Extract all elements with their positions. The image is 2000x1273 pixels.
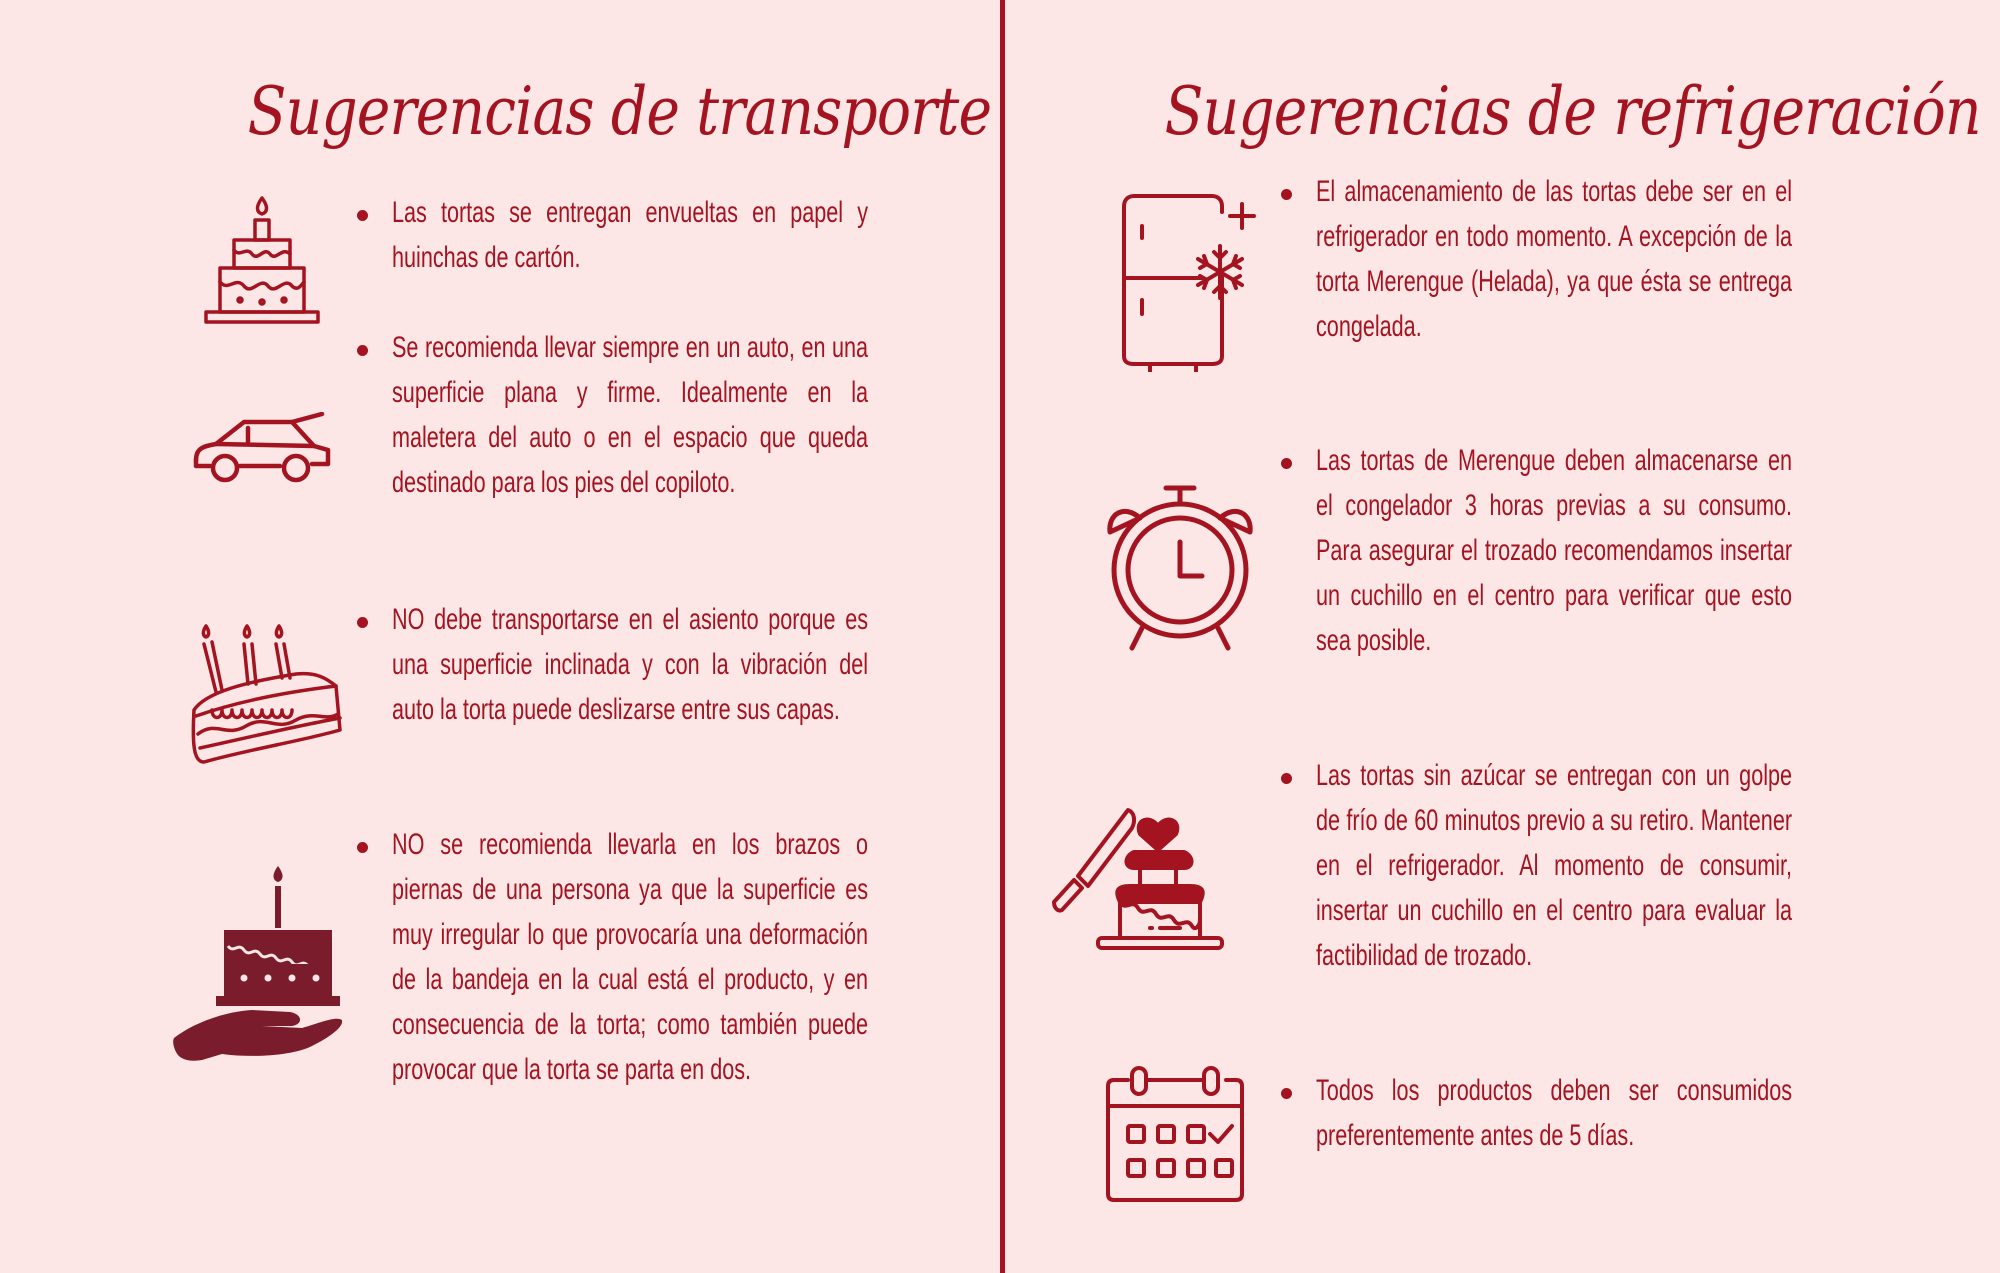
car-open-trunk-icon [186, 412, 336, 488]
transport-item-2: Se recomienda llevar siempre en un auto, en una superficie plana y firme. Idealmente en la maletera del auto o en el espacio que queda destinado para los pies del copiloto. [392, 331, 869, 499]
refrigeration-title: Sugerencias de refrigeración [1164, 73, 1981, 150]
refrigeration-item-1: El almacenamiento de las tortas debe ser en el refrigerador en todo momento. A excepción de la torta Merengue (Helada), ya que ésta se entrega congelada. [1316, 175, 1793, 343]
bullet [1281, 773, 1292, 784]
transport-item-1: Las tortas se entregan envueltas en papel y huinchas de cartón. [392, 196, 869, 274]
calendar-icon [1106, 1066, 1244, 1204]
transport-item-3: NO debe transportarse en el asiento porque es una superficie inclinada y con la vibración del auto la torta puede deslizarse entre sus capas. [392, 603, 869, 726]
bullet [357, 210, 368, 221]
refrigerator-snowflake-icon [1120, 192, 1260, 372]
alarm-clock-icon [1106, 484, 1254, 652]
tilted-cake-icon [186, 622, 346, 772]
transport-item-4: NO se recomienda llevarla en los brazos o piernas de una persona ya que la superficie es muy irregular lo que provocaría una deformación de la bandeja en la cual está el producto, y en consecuencia de la torta; como también puede provocar que la torta se parta en dos. [392, 828, 869, 1086]
bullet [357, 842, 368, 853]
bullet [1281, 189, 1292, 200]
column-divider [1000, 0, 1005, 1273]
refrigeration-item-2: Las tortas de Merengue deben almacenarse en el congelador 3 horas previas a su consumo. Para asegurar el trozado recomendamos insertar un cuchillo en el centro para verificar que esto sea posible. [1316, 444, 1793, 657]
bullet [1281, 1088, 1292, 1099]
knife-and-cake-icon [1044, 806, 1264, 966]
refrigeration-item-3: Las tortas sin azúcar se entregan con un golpe de frío de 60 minutos previo a su retiro. Mantener en el refrigerador. Al momento de consumir, insertar un cuchillo en el centro para evaluar la factibilidad de trozado. [1316, 759, 1793, 972]
bullet [1281, 458, 1292, 469]
bullet [357, 345, 368, 356]
cake-single-candle-icon [200, 192, 325, 332]
cake-on-hand-icon [172, 866, 342, 1066]
refrigeration-item-4: Todos los productos deben ser consumidos preferentemente antes de 5 días. [1316, 1074, 1793, 1152]
transport-title: Sugerencias de transporte [247, 73, 992, 150]
bullet [357, 617, 368, 628]
